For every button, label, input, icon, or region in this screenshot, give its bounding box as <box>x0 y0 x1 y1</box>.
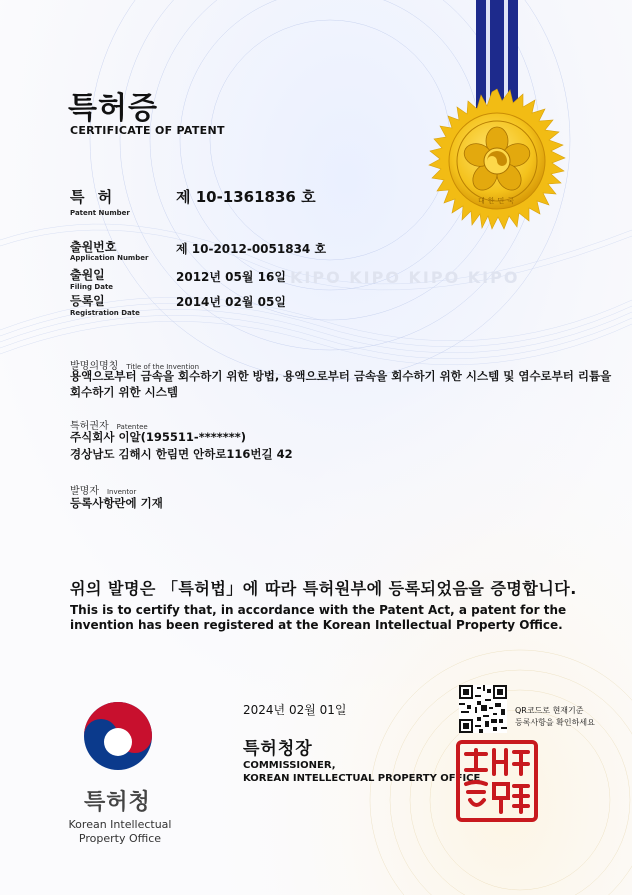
certification-statement-en: This is to certify that, in accordance with the Patent Act, a patent for the invention has been registered at the Korean Intellectual Property Office. <box>70 603 567 632</box>
qr-instruction-line2: 등록사항을 확인하세요 <box>515 718 595 727</box>
patentee-name: 주식회사 이알(195511-*******) <box>70 430 247 444</box>
patentee-address: 경상남도 김해시 한림면 안하로116번길 42 <box>70 447 293 461</box>
qr-instruction-line1: QR코드로 현재기준 <box>515 706 584 715</box>
filing-date-label-en: Filing Date <box>70 283 114 291</box>
application-number-label-en: Application Number <box>70 254 149 262</box>
filing-date-label: 출원일 <box>70 268 105 282</box>
watermark-text: KIPO KIPO KIPO KIPO <box>290 268 520 287</box>
kipo-logo-name-en <box>62 818 178 846</box>
registration-date-label-en: Registration Date <box>70 309 140 317</box>
certificate-subtitle: CERTIFICATE OF PATENT <box>70 124 225 137</box>
application-number-value: 제 10-2012-0051834 호 <box>176 242 327 256</box>
kipo-en-line2: Property Office <box>78 832 162 845</box>
inventor-label: 발명자 <box>70 486 99 497</box>
patentee-label-en: Patentee <box>116 423 148 431</box>
official-red-stamp <box>456 740 538 822</box>
gold-seal-medal <box>423 87 571 235</box>
registration-date-label: 등록일 <box>70 294 105 308</box>
commissioner-title-en <box>243 759 480 785</box>
certification-statement-ko: 위의 발명은 「특허법」에 따라 특허원부에 등록되었음을 증명합니다. <box>70 579 577 598</box>
patent-number-label: 특 허 <box>70 188 117 206</box>
qr-instruction <box>515 705 595 729</box>
kipo-en-line1: Korean Intellectual <box>68 818 172 831</box>
kipo-logo-name-ko: 특허청 <box>84 790 151 815</box>
filing-date-value: 2012년 05월 16일 <box>176 270 286 284</box>
kipo-taeguk-logo <box>80 698 156 774</box>
qr-code[interactable] <box>459 685 507 733</box>
patent-number-label-en: Patent Number <box>70 209 130 217</box>
commissioner-title-ko: 특허청장 <box>243 739 313 759</box>
inventor-label-en: Inventor <box>106 488 137 496</box>
issue-date: 2024년 02월 01일 <box>243 703 347 717</box>
patent-number-value: 제 10-1361836 호 <box>176 188 316 206</box>
inventor-value: 등록사항란에 기재 <box>70 496 163 510</box>
invention-title-line2: 회수하기 위한 시스템 <box>70 385 178 399</box>
invention-title-line1: 용액으로부터 금속을 회수하기 위한 방법, 용액으로부터 금속을 회수하기 위한 시스템 및 염수로부터 리튬을 <box>70 369 612 383</box>
patentee-label: 특허권자 <box>70 421 109 432</box>
certificate-title: 특허증 <box>68 91 158 126</box>
application-number-label: 출원번호 <box>70 240 117 254</box>
seal-medal-text: 대한민국 <box>478 197 518 205</box>
commissioner-en-line1: COMMISSIONER, <box>243 760 336 771</box>
invention-label: 발명의명칭 <box>70 361 119 372</box>
invention-label-en: Title of the Invention <box>126 363 200 371</box>
registration-date-value: 2014년 02월 05일 <box>176 295 286 309</box>
commissioner-en-line2: KOREAN INTELLECTUAL PROPERTY OFFICE <box>243 773 481 784</box>
